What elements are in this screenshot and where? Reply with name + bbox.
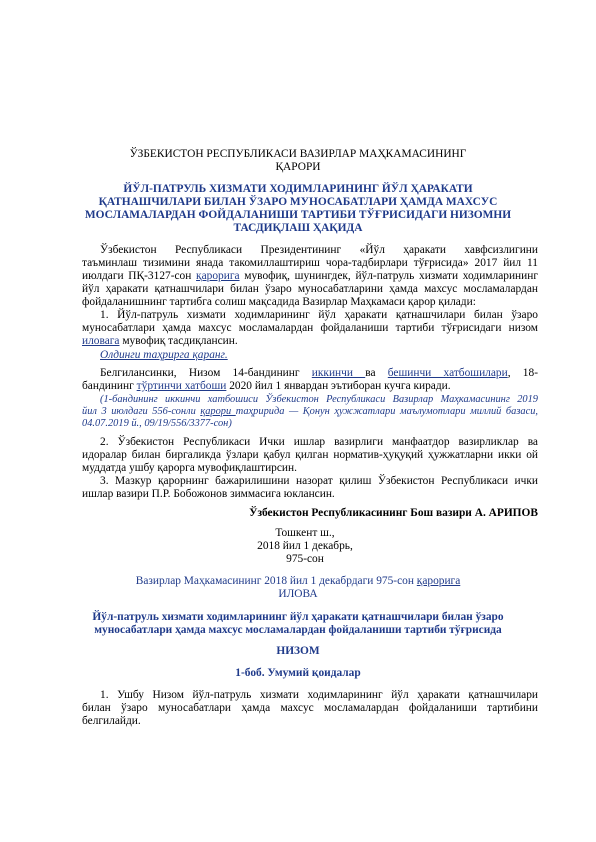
date: 2018 йил 1 декабрь, bbox=[257, 540, 353, 552]
preamble-line: таъминлаш тизимини янада такомиллаштириш чора-тадбирлари тўғрисида» 2017 йил 11 bbox=[82, 257, 538, 269]
item2-line: муддатда ушбу қарорга мувофиқлаштирсин. bbox=[82, 462, 297, 474]
note-line: Белгилансинки, Низом 14-бандининг иккинчи ва бешинчи хатбошилари, 18- bbox=[100, 367, 538, 379]
chapter-heading: 1-боб. Умумий қоидалар bbox=[235, 667, 361, 679]
paragraph-link[interactable]: иккинчи bbox=[311, 367, 366, 379]
regulation-heading: НИЗОМ bbox=[276, 645, 320, 657]
header-title: ЎЗБЕКИСТОН РЕСПУБЛИКАСИ ВАЗИРЛАР МАҲКАМАСИНИНГ bbox=[129, 148, 467, 160]
regulation-title-line: муносабатлари ҳамда махсус мосламалардан фойдаланиши тартиби тўғрисида bbox=[94, 624, 502, 636]
header-subtitle: ҚАРОРИ bbox=[275, 161, 321, 173]
decree-title-line: МОСЛАМАЛАРДАН ФОЙДАЛАНИШИ ТАРТИБИ ТЎҒРИСИДАГИ НИЗОМНИ bbox=[84, 209, 512, 221]
reg-item1-line: 1. Ушбу Низом йўл-патруль хизмати ходимларининг йўл ҳаракати қатнашчилари bbox=[100, 689, 538, 701]
decree-link[interactable]: қарорига bbox=[196, 270, 240, 282]
previous-edition-link[interactable]: Олдинги таҳрирга қаранг. bbox=[100, 349, 228, 361]
footnote-line: йил 3 июлдаги 556-сонли қарори таҳририда — Қонун ҳужжатлари маълумотлари миллий базаси, bbox=[82, 406, 539, 417]
reg-item1-line: белгилайди. bbox=[82, 715, 141, 727]
annex-reference: Вазирлар Маҳкамасининг 2018 йил 1 декабрдаги 975-сон қарорига bbox=[135, 575, 461, 587]
preamble-line: йўл ҳаракати қатнашчилари билан ўзаро муносабатларини ҳамда махсус мосламалардан bbox=[82, 283, 538, 295]
decree-title-line: ТАСДИҚЛАШ ҲАҚИДА bbox=[233, 222, 363, 234]
annex-label: ИЛОВА bbox=[278, 588, 318, 600]
preamble-line: июлдаги ПҚ-3127-сон қарорига мувофиқ, шунингдек, йўл-патруль хизмати ходимларининг bbox=[82, 270, 539, 282]
footnote-line: 04.07.2019 й., 09/19/556/3377-сон) bbox=[82, 418, 232, 429]
decree-link[interactable]: қарорига bbox=[416, 575, 461, 587]
item2-line: идоралар билан биргаликда ўзлари қабул қилган норматив-ҳуқуқий ҳужжатларни икки ой bbox=[82, 449, 538, 461]
paragraph-link[interactable]: тўртинчи хатбоши bbox=[136, 380, 227, 392]
preamble-line: Ўзбекистон Республикаси Президентининг «Йўл ҳаракати хавфсизлигини bbox=[100, 244, 538, 256]
reg-item1-line: билан ўзаро муносабатлари ҳамда махсус мосламалардан фойдаланиши тартибини bbox=[82, 702, 538, 714]
regulation-title-line: Йўл-патруль хизмати ходимларининг йўл ҳаракати қатнашчилари билан ўзаро bbox=[92, 611, 504, 623]
item1-line: иловага мувофиқ тасдиқлансин. bbox=[82, 335, 238, 347]
place: Тошкент ш., bbox=[275, 527, 335, 539]
decree-title-line: ҚАТНАШЧИЛАРИ БИЛАН ЎЗАРО МУНОСАБАТЛАРИ ҲАМДА МАХСУС bbox=[98, 196, 498, 208]
decree-number: 975-сон bbox=[286, 553, 324, 565]
decree-link[interactable]: қарори bbox=[200, 406, 236, 417]
item3-line: 3. Мазкур қарорнинг бажарилишини назорат қилиш Ўзбекистон Республикаси ички bbox=[100, 475, 538, 487]
footnote-line: (1-бандининг иккинчи хатбошиси Ўзбекистон Республикаси Вазирлар Маҳкамасининг 2019 bbox=[100, 394, 538, 405]
item2-line: 2. Ўзбекистон Республикаси Ички ишлар вазирлиги манфаатдор вазирликлар ва bbox=[100, 436, 538, 448]
item1-line: муносабатлари ҳамда махсус мосламалардан фойдаланиши тартиби тўғрисидаги низом bbox=[82, 322, 538, 334]
item3-line: ишлар вазири П.Р. Бобожонов зиммасига юклансин. bbox=[82, 488, 335, 500]
note-line: бандининг тўртинчи хатбоши 2020 йил 1 январдан эътиборан кучга киради. bbox=[82, 380, 451, 392]
annex-link[interactable]: иловага bbox=[82, 335, 120, 347]
paragraph-link[interactable]: бешинчи хатбошилари bbox=[387, 367, 508, 379]
preamble-line: фойдаланишнинг тартибга солиш мақсадида Вазирлар Маҳкамаси қарор қилади: bbox=[82, 296, 476, 308]
item1-line: 1. Йўл-патруль хизмати ходимларининг йўл ҳаракати қатнашчилари билан ўзаро bbox=[100, 309, 538, 321]
decree-title-line: ЙЎЛ-ПАТРУЛЬ ХИЗМАТИ ХОДИМЛАРИНИНГ ЙЎЛ ҲАРАКАТИ bbox=[123, 183, 473, 195]
signature: Ўзбекистон Республикасининг Бош вазири А. АРИПОВ bbox=[249, 507, 538, 519]
